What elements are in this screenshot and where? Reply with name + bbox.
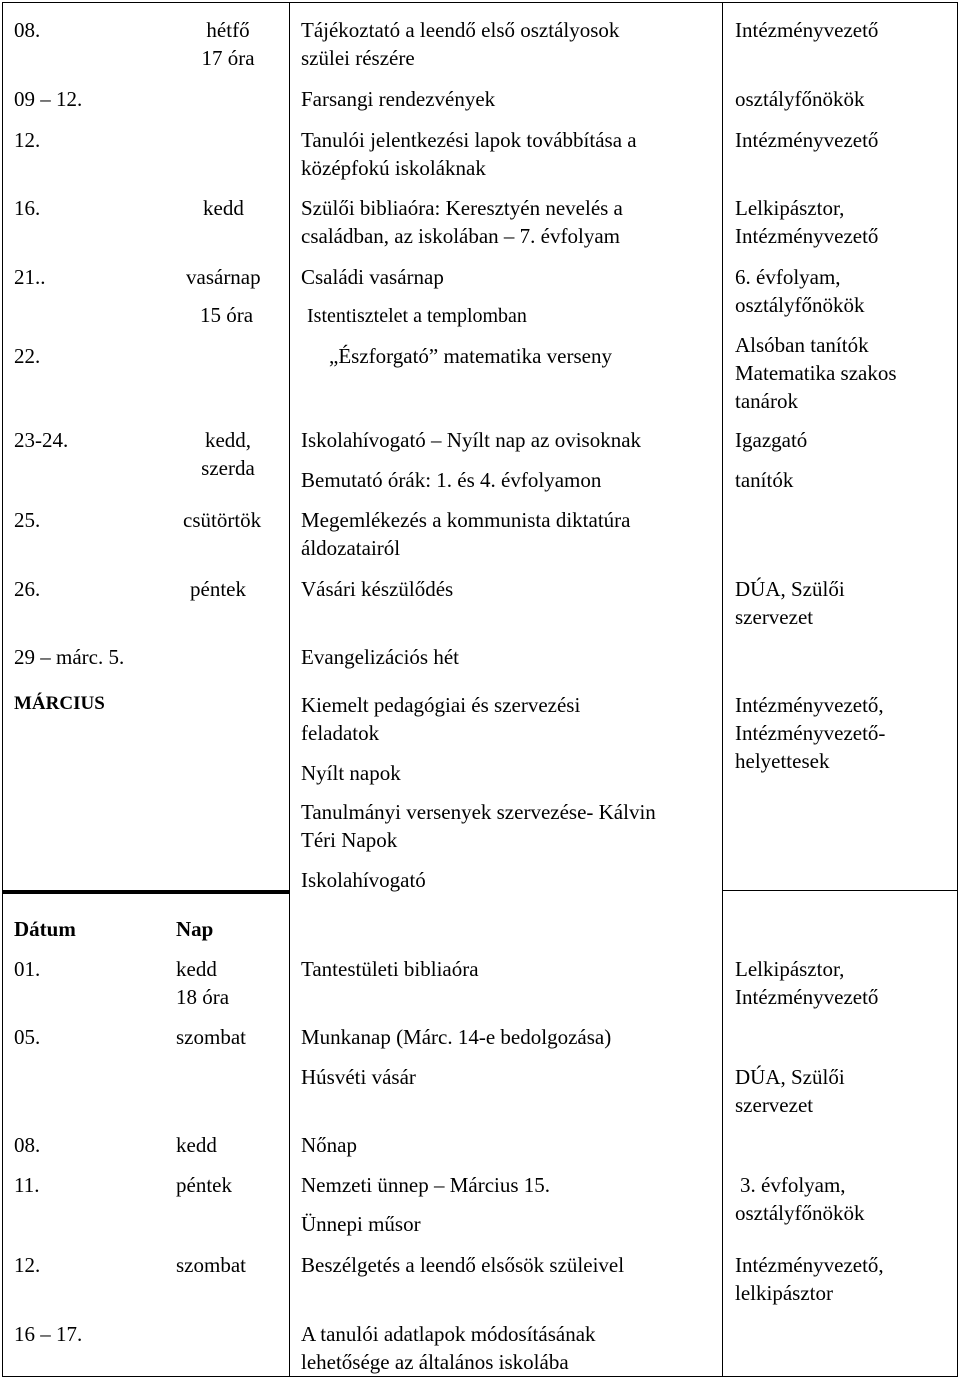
month-section-rule-right — [722, 890, 958, 891]
table-border-right — [957, 2, 958, 1377]
row-date: 09 – 12. — [14, 87, 83, 111]
row-responsible: Intézményvezető — [735, 128, 879, 152]
row-event-detail: Bemutató órák: 1. és 4. évfolyamon — [301, 468, 602, 492]
row-event: Szülői bibliaóra: Keresztyén nevelés a családban, az iskolában – 7. évfolyam — [301, 196, 623, 248]
month-responsible: Intézményvezető, Intézményvezető- helyettesek — [735, 693, 886, 773]
row-responsible-extra: tanítók — [735, 468, 794, 492]
column-divider-event — [289, 2, 290, 1377]
row-day: szombat — [176, 1253, 246, 1277]
row-responsible: 6. évfolyam, osztályfőnökök — [735, 265, 865, 317]
row-responsible: Intézményvezető, lelkipásztor — [735, 1253, 884, 1305]
row-date: 21.. — [14, 265, 46, 289]
row-date: 16 – 17. — [14, 1322, 83, 1346]
row-day: péntek — [176, 1173, 232, 1197]
row-day: kedd 18 óra — [176, 957, 230, 1009]
row-date: 08. — [14, 18, 41, 42]
column-divider-resp — [722, 2, 723, 1377]
row-date: 08. — [14, 1133, 41, 1157]
month-task: Iskolahívogató — [301, 868, 426, 892]
row-responsible: 3. évfolyam, — [740, 1173, 846, 1197]
row-day: kedd, szerda — [201, 428, 255, 480]
row-day: szombat — [176, 1025, 246, 1049]
row-event: Vásári készülődés — [301, 577, 454, 601]
row-event: Tájékoztató a leendő első osztályosok szülei részére — [301, 18, 620, 70]
row-day: kedd — [176, 1133, 217, 1157]
month-task: Tanulmányi versenyek szervezése- Kálvin Téri Napok — [301, 800, 656, 852]
row-responsible: Alsóban tanítók Matematika szakos tanárok — [735, 333, 897, 413]
row-responsible: Igazgató — [735, 428, 808, 452]
row-event: Iskolahívogató – Nyílt nap az ovisoknak — [301, 428, 642, 452]
row-date: 01. — [14, 957, 41, 981]
month-task: Nyílt napok — [301, 761, 401, 785]
row-date: 25. — [14, 508, 41, 532]
row-responsible: Lelkipásztor, Intézményvezető — [735, 196, 879, 248]
row-date: 16. — [14, 196, 41, 220]
row-responsible: Intézményvezető — [735, 18, 879, 42]
row-date: 29 – márc. 5. — [14, 645, 125, 669]
row-event: Tantestületi bibliaóra — [301, 957, 479, 981]
row-day: péntek — [190, 577, 246, 601]
row-event: Nemzeti ünnep – Március 15. — [301, 1173, 551, 1197]
row-responsible: osztályfőnökök — [735, 87, 865, 111]
row-day: vasárnap — [186, 265, 261, 289]
row-event: Családi vasárnap — [301, 265, 444, 289]
row-event-detail: Istentisztelet a templomban — [307, 305, 527, 327]
header-day: Nap — [176, 917, 214, 941]
row-event: Evangelizációs hét — [301, 645, 460, 669]
row-event: Nőnap — [301, 1133, 357, 1157]
row-event: Megemlékezés a kommunista diktatúra áldozatairól — [301, 508, 631, 560]
row-responsible: DÚA, Szülői szervezet — [735, 1065, 845, 1117]
row-event: Beszélgetés a leendő elsősök szüleivel — [301, 1253, 625, 1277]
row-event: Farsangi rendezvények — [301, 87, 496, 111]
row-date: 11. — [14, 1173, 40, 1197]
row-event: Munkanap (Márc. 14-e bedolgozása) — [301, 1025, 612, 1049]
month-title: MÁRCIUS — [14, 693, 105, 714]
row-date: 05. — [14, 1025, 41, 1049]
row-date: 22. — [14, 344, 41, 368]
row-day-time: 15 óra — [200, 303, 254, 327]
row-date: 23-24. — [14, 428, 69, 452]
month-section-rule — [2, 890, 290, 894]
month-tasks: Kiemelt pedagógiai és szervezési feladatok — [301, 693, 581, 745]
row-event: Tanulói jelentkezési lapok továbbítása a középfokú iskoláknak — [301, 128, 637, 180]
row-event-detail: Ünnepi műsor — [301, 1212, 421, 1236]
row-responsible: DÚA, Szülői szervezet — [735, 577, 845, 629]
row-responsible-extra: osztályfőnökök — [735, 1201, 865, 1225]
row-responsible: Lelkipásztor, Intézményvezető — [735, 957, 879, 1009]
row-event-detail: Húsvéti vásár — [301, 1065, 416, 1089]
header-date: Dátum — [14, 917, 76, 941]
table-border-top — [2, 2, 958, 3]
table-border-bottom — [2, 1376, 958, 1377]
row-day: kedd — [203, 196, 244, 220]
row-event: „Észforgató” matematika verseny — [329, 344, 612, 368]
row-day: csütörtök — [183, 508, 262, 532]
row-event: A tanulói adatlapok módosításának lehetősége az általános iskolába — [301, 1322, 596, 1374]
row-date: 12. — [14, 128, 41, 152]
table-border-left — [2, 2, 3, 1377]
row-date: 12. — [14, 1253, 41, 1277]
row-day: hétfő 17 óra — [201, 18, 255, 70]
row-date: 26. — [14, 577, 41, 601]
